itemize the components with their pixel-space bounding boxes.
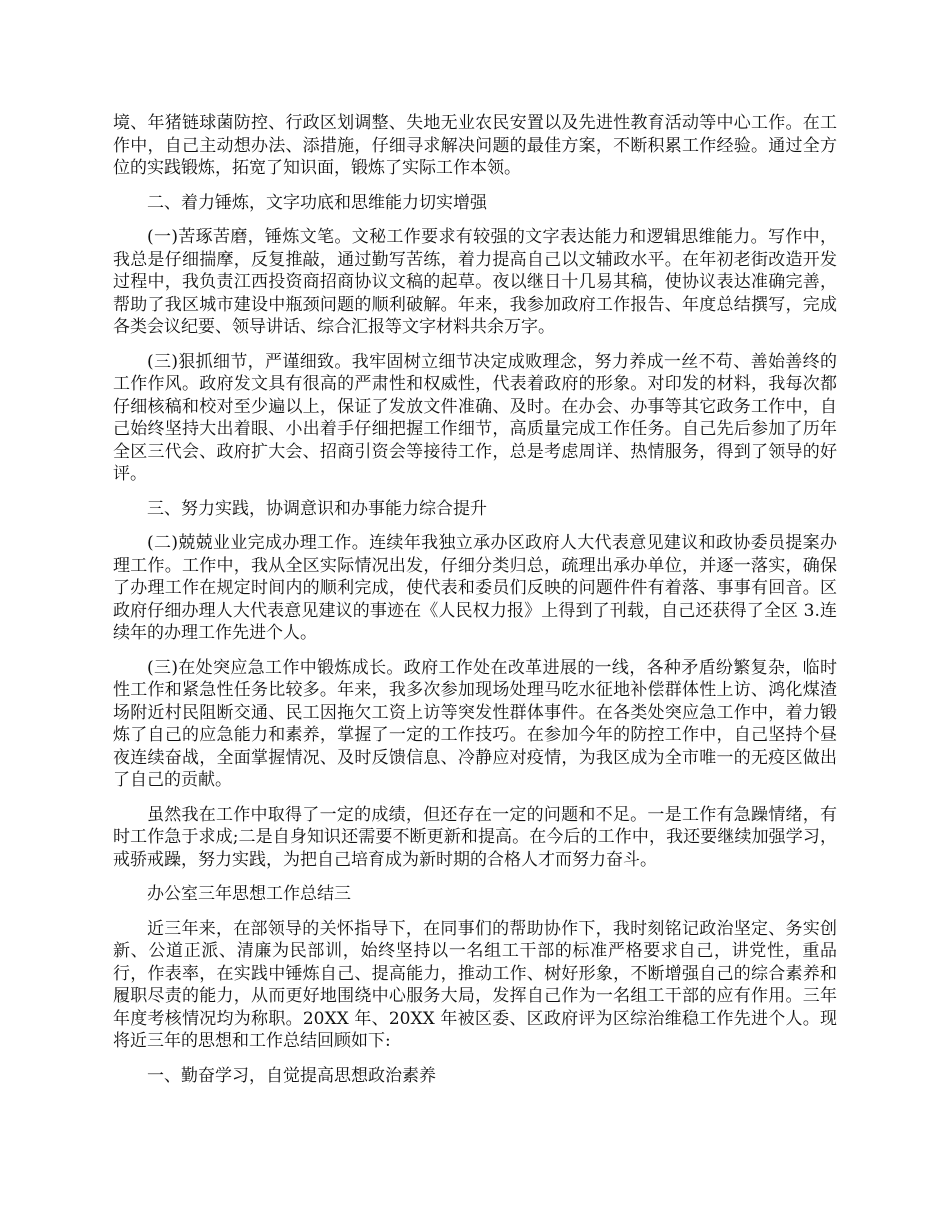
paragraph-shortcomings: 虽然我在工作中取得了一定的成绩，但还存在一定的问题和不足。一是工作有急躁情绪，有时工作急于求成;二是自身知识还需要不断更新和提高。在今后的工作中，我还要继续加强学习，戒骄戒躁，努力实践，为把自己培育成为新时期的合格人才而努力奋斗。 [113, 804, 837, 870]
document-subtitle: 办公室三年思想工作总结三 [147, 884, 351, 904]
section-heading-1: 一、勤奋学习，自觉提高思想政治素养 [147, 1065, 436, 1086]
paragraph-emergency-work: (三)在处突应急工作中锻炼成长。政府工作处在改革进展的一线，各种矛盾纷繁复杂，临时性工作和紧急性任务比较多。年来，我多次参加现场处理马吃水征地补偿群体性上访、鸿化煤渣场附近村民阻断交通、民工因拖欠工资上访等突发性群体事件。在各类处突应急工作中，着力锻炼了自己的应急能力和素养，掌握了一定的工作技巧。在参加今年的防控工作中，自己坚持个昼夜连续奋战，全面掌握情况、及时反馈信息、冷静应对疫情，为我区成为全市唯一的无疫区做出了自己的贡献。 [113, 657, 837, 790]
section-heading-3: 三、努力实践，协调意识和办事能力综合提升 [147, 498, 487, 519]
paragraph-continuation: 境、年猪链球菌防控、行政区划调整、失地无业农民安置以及先进性教育活动等中心工作。在工作中，自己主动想办法、添措施，仔细寻求解决问题的最佳方案，不断积累工作经验。通过全方位的实践锻炼，拓宽了知识面，锻炼了实际工作本领。 [113, 113, 837, 178]
paragraph-attention-detail: (三)狠抓细节，严谨细致。我牢固树立细节决定成败理念，努力养成一丝不苟、善始善终的工作作风。政府发文具有很高的严肃性和权威性，代表着政府的形象。对印发的材料，我每次都仔细核稿和校对至少遍以上，保证了发放文件准确、及时。在办会、办事等其它政务工作中，自己始终坚持大出着眼、小出着手仔细把握工作细节，高质量完成工作任务。自己先后参加了历年全区三代会、政府扩大会、招商引资会等接待工作，总是考虑周详、热情服务，得到了领导的好评。 [113, 351, 837, 484]
section-heading-2: 二、着力锤炼，文字功底和思维能力切实增强 [147, 192, 487, 213]
paragraph-handling-work: (二)兢兢业业完成办理工作。连续年我独立承办区政府人大代表意见建议和政协委员提案办理工作。工作中，我从全区实际情况出发，仔细分类归总，疏理出承办单位，并逐一落实，确保了办理工作在规定时间内的顺利完成，使代表和委员们反映的问题件件有着落、事事有回音。区政府仔细办理人大代表意见建议的事迹在《人民权力报》上得到了刊载，自己还获得了全区 3.连续年的办理工作先进个人。 [113, 533, 837, 643]
paragraph-writing-skill: (一)苦琢苦磨，锤炼文笔。文秘工作要求有较强的文字表达能力和逻辑思维能力。写作中，我总是仔细揣摩，反复推敲，通过勤写苦练，着力提高自己以文辅政水平。在年初老街改造开发过程中，我负责江西投资商招商协议文稿的起草。夜以继日十几易其稿，使协议表达准确完善，帮助了我区城市建设中瓶颈问题的顺利破解。年来，我参加政府工作报告、年度总结撰写，完成各类会议纪要、领导讲话、综合汇报等文字材料共余万字。 [113, 227, 837, 337]
document-page [113, 112, 837, 1099]
paragraph-introduction: 近三年来，在部领导的关怀指导下，在同事们的帮助协作下，我时刻铭记政治坚定、务实创新、公道正派、清廉为民部训，始终坚持以一名组工干部的标准严格要求自己，讲党性，重品行，作表率，在实践中锤炼自己、提高能力，推动工作、树好形象，不断增强自己的综合素养和履职尽责的能力，从而更好地围绕中心服务大局，发挥自己作为一名组工干部的应有作用。三年年度考核情况均为称职。20XX 年、20XX 年被区委、区政府评为区综治维稳工作先进个人。现将近三年的思想和工作总结回顾如下: [113, 918, 837, 1051]
